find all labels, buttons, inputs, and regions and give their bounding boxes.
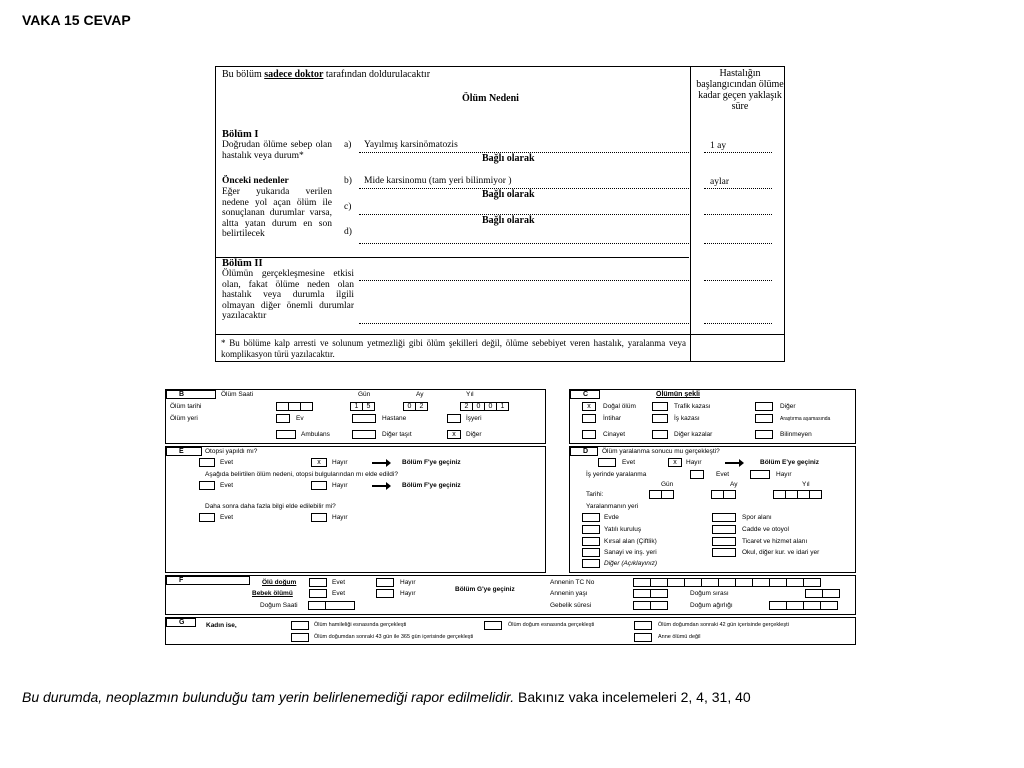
manner-unknown-checkbox[interactable] [755,430,773,439]
part-one-label: Bölüm I [222,129,259,140]
due-to-label: Bağlı olarak [482,153,535,164]
infant-death-label: Bebek ölümü [252,590,293,597]
part-two-desc: Ölümün gerçekleşmesine etkisi olan, fakat ölüme neden olan hastalık veya durumla ilgili olmayan diğer önemli durumlar yazılacaktır [222,269,354,321]
go-to-f-label: Bölüm F'ye geçiniz [402,459,461,466]
stillbirth-label: Ölü doğum [262,579,297,586]
injury-place-checkbox[interactable] [582,559,600,568]
line-a-value[interactable]: Yayılmış karsinömatozis [364,140,458,150]
more-info-yes-checkbox[interactable] [199,513,215,522]
infant-yes-checkbox[interactable] [309,589,327,598]
mother-age-cells[interactable] [634,589,668,598]
injury-place-checkbox[interactable] [582,548,600,557]
injury-date-label: Tarihi: [586,491,604,498]
place-vehicle-checkbox[interactable] [352,430,376,439]
manner-homicide-label: Cinayet [603,431,626,438]
more-info-yes-label: Evet [220,514,234,521]
arrow-icon [372,485,388,487]
manner-traffic-checkbox[interactable] [652,402,668,411]
postpartum-365-checkbox[interactable] [291,633,309,642]
birth-order-label: Doğum sırası [690,590,729,597]
death-date-label: Ölüm tarihi [170,403,202,410]
infant-no-checkbox[interactable] [376,589,394,598]
place-ambulance-label: Ambulans [301,431,330,438]
pregnancy-death-checkbox[interactable] [291,621,309,630]
go-to-g-label: Bölüm G'ye geçiniz [455,586,515,593]
injury-no-checkbox[interactable]: x [668,458,682,467]
death-day-cells[interactable]: 1 5 [351,402,375,411]
more-info-no-label: Hayır [332,514,348,521]
if-woman-label: Kadın ise, [206,622,237,629]
go-to-f-label: Bölüm F'ye geçiniz [402,482,461,489]
workplace-no-label: Hayır [776,471,792,478]
explanation-reference: Bakınız vaka incelemeleri 2, 4, 31, 40 [514,689,751,705]
workplace-yes-checkbox[interactable] [690,470,704,479]
injury-place-checkbox[interactable] [582,525,600,534]
findings-no-label: Hayır [332,482,348,489]
section-b [165,389,546,444]
death-year-cells[interactable]: 2 0 0 1 [461,402,509,411]
manner-work-accident-checkbox[interactable] [652,414,668,423]
injury-place-checkbox[interactable] [712,537,736,546]
manner-other-label: Diğer [780,403,796,410]
manner-accident-checkbox[interactable] [652,430,668,439]
mother-age-label: Annenin yaşı [550,590,588,597]
injury-no-label: Hayır [686,459,702,466]
injury-yes-label: Evet [622,459,636,466]
injury-question: Ölüm yaralanma sonucu mu gerçekleşti? [602,448,720,455]
workplace-no-checkbox[interactable] [750,470,770,479]
place-work-label: İşyeri [466,415,482,422]
more-info-question: Daha sonra daha fazla bilgi elde edilebilir mi? [205,503,336,510]
autopsy-findings-question: Aşağıda belirtilen ölüm nedeni, otopsi bulgularından mı elde edildi? [205,471,398,478]
line-b-time[interactable]: aylar [710,177,729,187]
day-label: Gün [358,391,371,398]
place-vehicle-label: Diğer taşıt [382,431,412,438]
line-b-label: b) [344,176,352,186]
more-info-no-checkbox[interactable] [311,513,327,522]
place-home-checkbox[interactable] [276,414,290,423]
line-a-time[interactable]: 1 ay [710,141,727,151]
findings-yes-checkbox[interactable] [199,481,215,490]
gestation-cells[interactable] [634,601,668,610]
slide-title: VAKA 15 CEVAP [22,12,131,28]
manner-heading: Ölümün şekli [656,391,700,398]
injury-place-option: Cadde ve otoyol [742,526,789,533]
section-b-label: B [166,390,216,399]
manner-suicide-checkbox[interactable] [582,414,596,423]
injury-month-cells[interactable] [712,490,736,499]
mother-id-cells[interactable] [634,578,821,587]
death-month-cells[interactable]: 0 2 [404,402,428,411]
birth-time-cells[interactable] [309,601,355,610]
line-b-value[interactable]: Mide karsinomu (tam yeri bilinmiyor ) [364,176,512,186]
injury-year-cells[interactable] [774,490,822,499]
manner-natural-checkbox[interactable]: x [582,402,596,411]
injury-day-cells[interactable] [650,490,674,499]
autopsy-yes-checkbox[interactable] [199,458,215,467]
findings-no-checkbox[interactable] [311,481,327,490]
section-f [165,575,856,615]
injury-place-checkbox[interactable] [712,548,736,557]
injury-place-checkbox[interactable] [582,537,600,546]
section-d-label: D [570,447,598,456]
place-ambulance-checkbox[interactable] [276,430,296,439]
stillbirth-yes-checkbox[interactable] [309,578,327,587]
infant-no-label: Hayır [400,590,416,597]
autopsy-question: Otopsi yapıldı mı? [205,448,258,455]
not-maternal-checkbox[interactable] [634,633,652,642]
place-hospital-checkbox[interactable] [352,414,376,423]
manner-pending-checkbox[interactable] [755,414,773,423]
section-f-label: F [166,576,250,585]
direct-cause-label: Doğrudan ölüme sebep olan hastalık veya durum* [222,140,332,161]
place-home-label: Ev [296,415,304,422]
birth-weight-cells[interactable] [770,601,838,610]
explanation-text [22,689,751,705]
manner-accident-label: Diğer kazalar [674,431,713,438]
injury-place-option: Spor alanı [742,514,772,521]
birth-time-label: Doğum Saati [260,602,298,609]
manner-suicide-label: İntihar [603,415,622,422]
injury-place-option: Sanayi ve inş. yeri [604,549,657,556]
section-c-label: C [570,390,600,399]
line-a-label: a) [344,140,352,150]
gestation-label: Gebelik süresi [550,602,592,609]
line-d-label: d) [344,227,352,237]
manner-traffic-label: Trafik kazası [674,403,711,410]
prior-causes-desc: Eğer yukarıda verilen nedene yol açan ölüm ile sonuçlanan durumlar varsa, altta yatan durum en son belirtilecek [222,187,332,239]
injury-place-option: Kırsal alan (Çiftlik) [604,538,657,545]
injury-place-option: Ticaret ve hizmet alanı [742,538,808,545]
death-time-label: Ölüm Saati [221,391,254,398]
manner-natural-label: Doğal ölüm [603,403,636,410]
injury-place-checkbox[interactable] [582,513,600,522]
month-label: Ay [416,391,424,398]
section-e [165,446,546,573]
infant-yes-label: Evet [332,590,346,597]
line-c-label: c) [344,202,352,212]
section-c [569,389,856,444]
autopsy-no-label: Hayır [332,459,348,466]
due-to-label: Bağlı olarak [482,215,535,226]
birth-order-cells[interactable] [806,589,840,598]
month-label: Ay [730,481,738,488]
cause-of-death-heading: Ölüm Nedeni [462,93,519,104]
injury-place-checkbox[interactable] [712,513,736,522]
stillbirth-yes-label: Evet [332,579,346,586]
manner-work-accident-label: İş kazası [674,415,700,422]
manner-unknown-label: Bilinmeyen [780,431,812,438]
mother-id-label: Annenin TC No [550,579,595,586]
explanation-italic: Bu durumda, neoplazmın bulunduğu tam yerin belirlenemediği rapor edilmelidir. [22,689,515,705]
stillbirth-no-checkbox[interactable] [376,578,394,587]
postpartum-42-checkbox[interactable] [634,621,652,630]
manner-homicide-checkbox[interactable] [582,430,596,439]
postpartum-42-label: Ölüm doğumdan sonraki 42 gün içerisinde gerçekleşti [658,622,789,628]
injury-place-option: Evde [604,514,619,521]
cause-of-death-form [215,66,785,362]
autopsy-yes-label: Evet [220,459,234,466]
workplace-yes-label: Evet [716,471,730,478]
section-g [165,617,856,645]
injury-place-label: Yaralanmanın yeri [586,503,639,510]
workplace-injury-label: İş yerinde yaralanma [586,471,647,478]
duration-header: Hastalığın başlangıcından ölüme kadar geçen yaklaşık süre [696,68,784,112]
manner-pending-label: Araştırma aşamasında [780,416,831,422]
findings-yes-label: Evet [220,482,234,489]
birth-death-checkbox[interactable] [484,621,502,630]
year-label: Yıl [466,391,474,398]
part-two-label: Bölüm II [222,258,263,269]
place-other-checkbox[interactable]: x [447,430,461,439]
section-e-label: E [166,447,202,456]
footnote: * Bu bölüme kalp arresti ve solunum yetmezliği gibi ölüm şekilleri değil, ölüme sebebiyet veren hastalık, yaralanma veya komplikasyon türü yazılacaktır. [221,338,686,359]
birth-weight-label: Doğum ağırlığı [690,602,733,609]
injury-place-checkbox[interactable] [712,525,736,534]
injury-place-option: Diğer (Açıklayınız) [604,560,658,567]
place-work-checkbox[interactable] [447,414,461,423]
due-to-label: Bağlı olarak [482,189,535,200]
postpartum-365-label: Ölüm doğumdan sonraki 43 gün ile 365 gün içerisinde gerçekleşti [314,634,474,640]
autopsy-no-checkbox[interactable]: x [311,458,327,467]
go-to-e-label: Bölüm E'ye geçiniz [760,459,819,466]
manner-other-checkbox[interactable] [755,402,773,411]
death-time-cells[interactable] [277,402,313,411]
section-d [569,446,856,573]
death-place-label: Ölüm yeri [170,415,198,422]
place-other-label: Diğer [466,431,482,438]
arrow-icon [372,462,388,464]
stillbirth-no-label: Hayır [400,579,416,586]
pregnancy-death-label: Ölüm hamileliği esnasında gerçekleşti [314,622,407,628]
birth-death-label: Ölüm doğum esnasında gerçekleşti [508,622,595,628]
injury-yes-checkbox[interactable] [598,458,616,467]
place-hospital-label: Hastane [382,415,407,422]
form-header: Bu bölüm sadece doktor tarafından doldurulacaktır [222,69,431,80]
day-label: Gün [661,481,674,488]
year-label: Yıl [802,481,810,488]
prior-causes-label: Önceki nedenler [222,176,289,186]
not-maternal-label: Anne ölümü değil [658,634,701,640]
injury-place-option: Okul, diğer kur. ve idari yer [742,549,820,556]
section-g-label: G [166,618,196,627]
injury-place-option: Yatılı kuruluş [604,526,642,533]
arrow-icon [725,462,741,464]
